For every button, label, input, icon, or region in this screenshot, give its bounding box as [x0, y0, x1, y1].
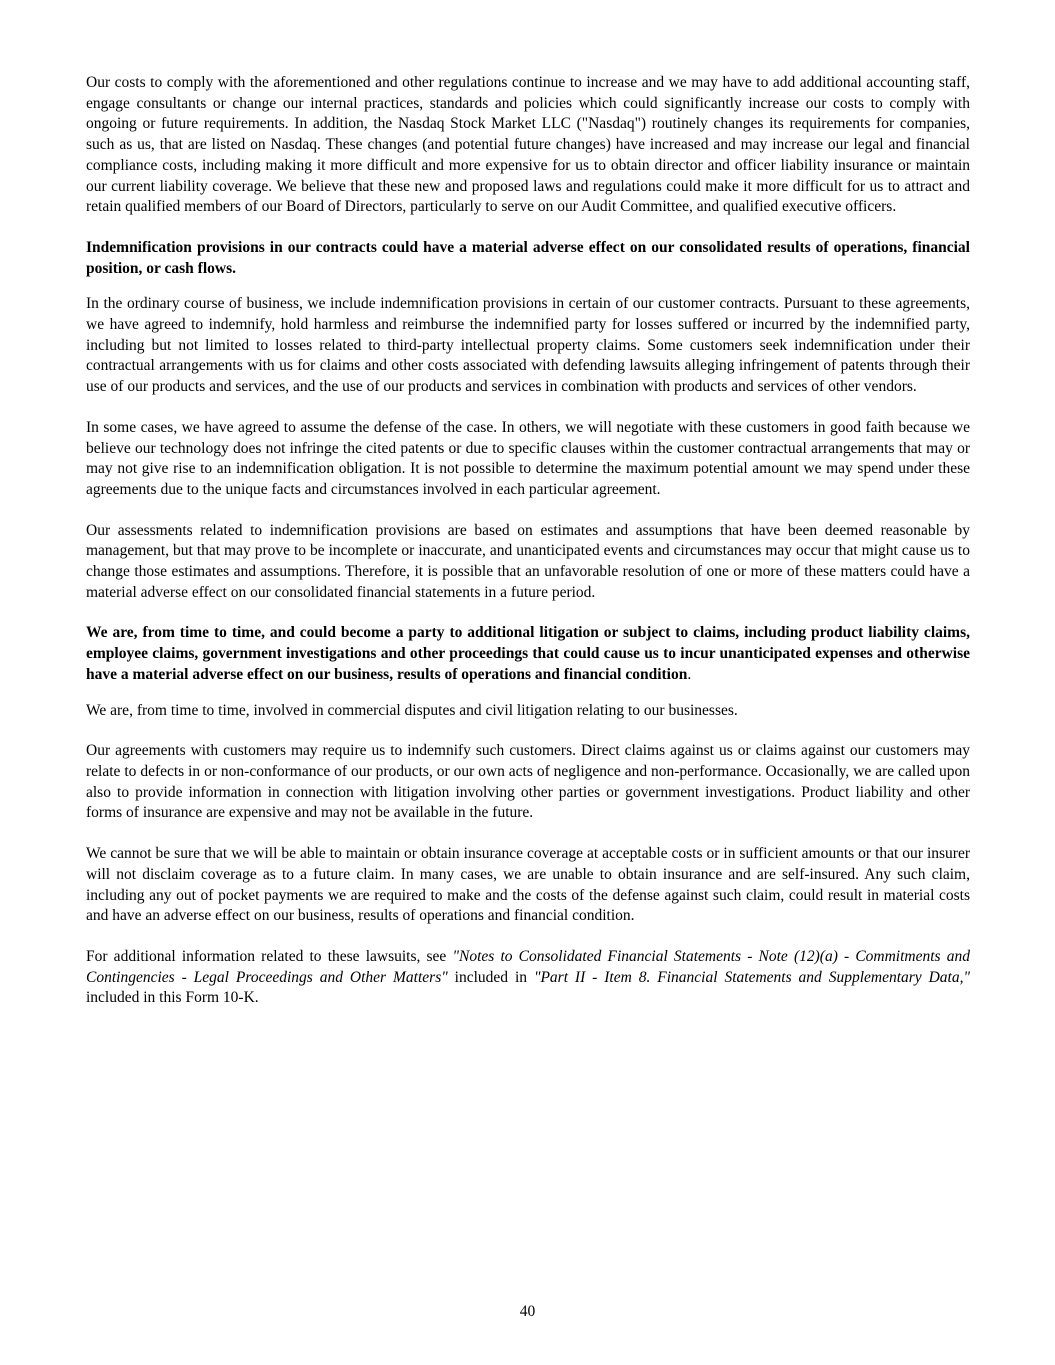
additional-info-text-3: included in this Form 10-K.	[86, 989, 259, 1007]
paragraph-indemnification-assessments: Our assessments related to indemnification provisions are based on estimates and assumptions that have been deemed reasonable by management, but that may prove to be incomplete or inaccurate, and unanticipated events and circumstances may occur that might cause us to change those estimates and assumptions. Therefore, it is possible that an unfavorable resolution of one or more of these matters could have a material adverse effect on our consolidated financial statements in a future period.	[86, 521, 970, 601]
additional-info-text-1: For additional information related to these lawsuits, see	[86, 947, 453, 965]
document-page	[86, 73, 970, 1009]
paragraph-customer-agreements: Our agreements with customers may require us to indemnify such customers. Direct claims against us or claims against our customers may relate to defects in or non-conformance of our products, or our own acts of negligence and non-performance. Occasionally, we are called upon also to provide information in connection with litigation involving other parties or government investigations. Product liability and other forms of insurance are expensive and may not be available in the future.	[86, 742, 970, 822]
paragraph-defense-of-case: In some cases, we have agreed to assume the defense of the case. In others, we will negotiate with these customers in good faith because we believe our technology does not infringe the cited patents or due to specific clauses within the customer contractual arrangements that may or may not give rise to an indemnification obligation. It is not possible to determine the maximum potential amount we may spend under these agreements due to the unique facts and circumstances involved in each particular agreement.	[86, 418, 970, 498]
paragraph-indemnification-contracts: In the ordinary course of business, we include indemnification provisions in certain of our customer contracts. Pursuant to these agreements, we have agreed to indemnify, hold harmless and reimburse the indemnified party for losses suffered or incurred by the indemnified party, including but not limited to losses related to third-party intellectual property claims. Some customers seek indemnification under their contractual arrangements with us for claims and other costs associated with defending lawsuits alleging infringement of patents through their use of our products and services, and the use of our products and services in combination with products and services of other vendors.	[86, 295, 970, 396]
heading-indemnification-provisions: Indemnification provisions in our contracts could have a material adverse effect on our consolidated results of operations, financial position, or cash flows.	[86, 238, 970, 277]
heading-litigation-text: We are, from time to time, and could become a party to additional litigation or subject to claims, including product liability claims, employee claims, government investigations and other proceedings that could cause us to incur unanticipated expenses and otherwise have a material adverse effect on our business, results of operations and financial condition	[86, 624, 970, 683]
page-number: 40	[519, 1303, 536, 1320]
reference-part-ii-item-8: "Part II - Item 8. Financial Statements and Supplementary Data,"	[533, 968, 970, 986]
paragraph-insurance-coverage: We cannot be sure that we will be able to maintain or obtain insurance coverage at acceptable costs or in sufficient amounts or that our insurer will not disclaim coverage as to a future claim. In many cases, we are unable to obtain insurance and are self-insured. Any such claim, including any out of pocket payments we are required to make and the costs of the defense against such claim, could result in material costs and have an adverse effect on our business, results of operations and financial condition.	[86, 845, 970, 925]
paragraph-compliance-costs: Our costs to comply with the aforementioned and other regulations continue to increase and we may have to add additional accounting staff, engage consultants or change our internal practices, standards and policies which could significantly increase our costs to comply with ongoing or future requirements. In addition, the Nasdaq Stock Market LLC ("Nasdaq") routinely changes its requirements for companies, such as us, that are listed on Nasdaq. These changes (and potential future changes) have increased and may increase our legal and financial compliance costs, including making it more difficult and more expensive for us to obtain director and officer liability insurance or maintain our current liability coverage. We believe that these new and proposed laws and regulations could make it more difficult for us to attract and retain qualified members of our Board of Directors, particularly to serve on our Audit Committee, and qualified executive officers.	[86, 74, 970, 216]
additional-info-text-2: included in	[447, 968, 534, 986]
reference-notes-financial-statements: "Notes to Consolidated Financial Statements - Note (12)(a) - Commitments and Contingencies - Legal Proceedings and Other Matters"	[86, 947, 970, 986]
heading-litigation-claims	[86, 623, 970, 685]
paragraph-commercial-disputes: We are, from time to time, involved in commercial disputes and civil litigation relating to our businesses.	[86, 701, 738, 719]
paragraph-additional-information	[86, 947, 970, 1009]
heading-litigation-period: .	[687, 665, 692, 683]
